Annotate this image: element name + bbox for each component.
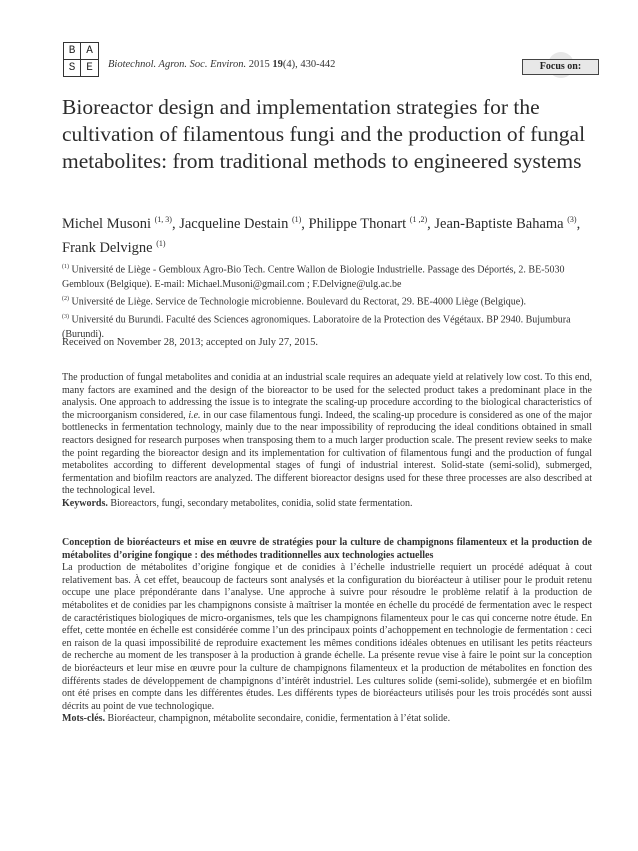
author-affiliation-marker: (1)	[156, 238, 166, 248]
affiliation-text: Université de Liège. Service de Technologie microbienne. Boulevard du Rectorat, 29. BE-4000 Liège (Belgique).	[71, 296, 527, 308]
affiliation-item	[62, 292, 602, 310]
author-name: Michel Musoni	[62, 215, 152, 232]
french-abstract	[62, 537, 592, 726]
author-name: Frank Delvigne	[62, 239, 153, 256]
affiliation-number: (3)	[62, 314, 69, 321]
affiliation-item	[62, 260, 602, 292]
journal-logo	[63, 42, 99, 77]
affiliation-number: (1)	[62, 264, 69, 270]
abstract-ie: i.e.	[188, 409, 201, 421]
author-affiliation-marker: (1 ,2)	[409, 215, 428, 224]
journal-year: 2015	[248, 59, 270, 70]
author-affiliation-marker: (1, 3)	[154, 215, 172, 224]
abstract-text-part1: The production of fungal metabolites and conidia at an industrial scale requires an adequate yield at relatively low cost. To this end, many factors are examined and the design of the bioreactor to be used for the selected product takes a predominant place in the analysis. One approach to addressing the issue is to integrate the scaling-up procedure according to the biological characteristics of the microorganism considered,	[62, 372, 592, 421]
author-affiliation-marker: (3)	[567, 215, 577, 224]
keywords	[62, 498, 592, 511]
journal-name: Biotechnol. Agron. Soc. Environ.	[108, 59, 247, 70]
logo-letter: E	[86, 61, 93, 74]
affiliation-text: Université du Burundi. Faculté des Sciences agronomiques. Laboratoire de la Protection des Végétaux. BP 2940. Bujumbura (Burundi).	[62, 314, 571, 340]
abstract	[62, 372, 592, 511]
logo-letter: S	[64, 60, 81, 77]
logo-letter: B	[64, 43, 81, 60]
received-dates: Received on November 28, 2013; accepted on July 27, 2015.	[62, 337, 319, 348]
author-name: Jean-Baptiste Bahama	[434, 215, 564, 232]
mots-cles	[62, 713, 592, 726]
logo-letter: A	[81, 43, 98, 60]
journal-citation	[108, 59, 335, 70]
focus-label: Focus on:	[522, 59, 599, 75]
mots-cles-label: Mots-clés.	[62, 713, 106, 725]
author-name: Philippe Thonart	[308, 215, 407, 232]
affiliation-number: (2)	[62, 296, 69, 303]
mots-cles-text: Bioréacteur, champignon, métabolite secondaire, conidie, fermentation à l’état solide.	[107, 713, 451, 725]
author-affiliation-marker: (1)	[291, 215, 302, 224]
journal-volume: 19	[272, 59, 283, 70]
french-abstract-text: La production de métabolites d’origine fongique et de conidies à l’échelle industrielle requiert un procédé adéquat à cout relativement bas. À cet effet, beaucoup de facteurs sont analysés et la configuration du bioréacteur à utiliser pour le produit retenu occupe une place prépondérante dans l’analyse. Une approche à suivre pour résoudre le problème relatif à la production de métabolites et de conidies par les champignons consiste à maîtriser la montée en échelle du procédé de fermentation avec le respect de caractéristiques biologiques de micro-organismes, tels que les champignons filamenteux pour le cas qui concerne notre étude. En effet, cette montée en échelle est considérée comme l’un des principaux points d’achoppement en technologie de fermentation : ceci en raison de la quasi impossibilité de reproduire exactement les mêmes conditions idéales obtenues en utilisant les petits réacteurs de recherche au moment de les transposer à la production à grande échelle. La présente revue vise à faire le point sur la conception de bioréacteurs et leur mise en œuvre pour la culture de champignons filamenteux et la production de métabolites en fonction des différents stades de développement de champignons d’intérêt industriel. Les cultures solide (semi-solide), submergée et en biofilm ont été prises en compte dans les différentes études. Les différents types de bioréacteurs utilisés pour les trois procédés sont aussi décrits au point de vue technologique.	[62, 562, 592, 712]
journal-issue-pages: (4), 430-442	[282, 59, 336, 70]
author-name: Jacqueline Destain	[179, 215, 289, 232]
keywords-text: Bioreactors, fungi, secondary metabolites, conidia, solid state fermentation.	[110, 497, 413, 509]
french-abstract-title: Conception de bioréacteurs et mise en œuvre de stratégies pour la culture de champignons filamenteux et la production de métabolites d’origine fongique : des méthodes traditionnelles aux technologies actuelles	[62, 537, 592, 561]
affiliation-text: Université de Liège - Gembloux Agro-Bio Tech. Centre Wallon de Biologie Industrielle. Passage des Déportés, 2. BE-5030 Gembloux (Belgique). E-mail: Michael.Musoni@gmail.com ; F.Delvigne@ulg.ac.be	[62, 264, 565, 290]
article-title: Bioreactor design and implementation strategies for the cultivation of filamentous fungi and the production of fungal metabolites: from traditional methods to engineered systems	[62, 95, 586, 173]
author-list: Michel Musoni $^{(1, 3)}$, Jacqueline Destain $^{(1)}$, Philippe Thonart $^{(1 ,2)}$, Jean-Baptiste Bahama $^{(3)}$, Frank Delvigne $^{(1)}$	[62, 215, 581, 256]
keywords-label: Keywords.	[62, 497, 108, 509]
affiliations	[62, 260, 602, 342]
abstract-text-part2: in our case filamentous fungi. Indeed, the scaling-up procedure is considered as one of the major bottlenecks in fermentation technology, mainly due to the near impossibility of reproducing the ideal conditions obtained in small reactors designed for research purposes when transposing them to a much larger production scale. The present review seeks to make the point regarding the bioreactor design and its implementation for cultivation of filamentous fungi and the production of fungal metabolites according to different developmental stages of fungi of industrial interest. Solid-state (semi-solid), submerged, fermentation and biofilm reactors are analyzed. The different bioreactor designs used for these three processes are also described at the technological level.	[62, 409, 592, 497]
